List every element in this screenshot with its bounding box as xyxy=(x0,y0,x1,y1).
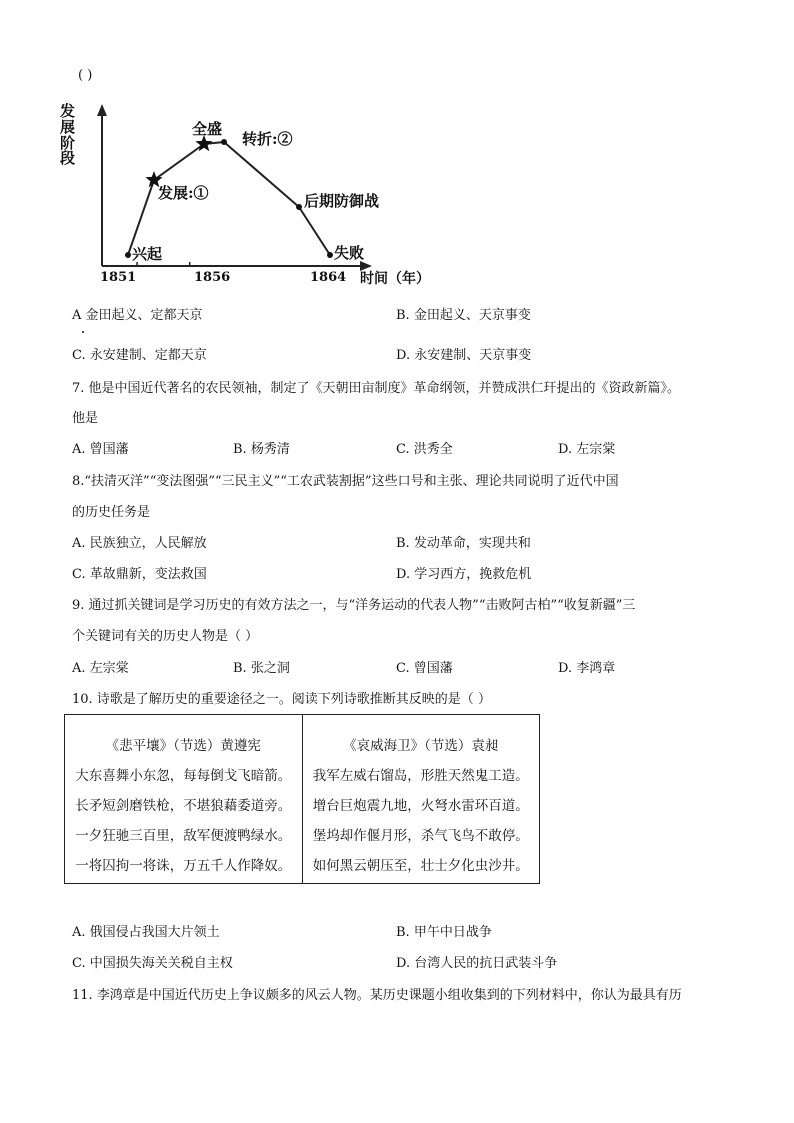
q10-option-c[interactable]: C. 中国损失海关关税自主权 xyxy=(72,956,233,971)
poem-right-line-4: 如何黑云朝压至，壮士夕化虫沙井。 xyxy=(312,858,529,874)
y-axis-arrow xyxy=(97,104,107,116)
y-axis-label xyxy=(60,104,78,167)
q9-stem-line2: 个关键词有关的历史人物是（ ） xyxy=(72,629,259,644)
q6-option-c[interactable]: C. 永安建制、定都天京 xyxy=(72,348,207,363)
point-failure xyxy=(327,252,333,258)
q11-stem-line1: 11. 李鸿章是中国近代历史上争议颇多的风云人物。某历史课题小组收集到的下列材料中，你认为最具有历 xyxy=(72,988,682,1003)
x-tick-label: 1864 xyxy=(310,270,347,285)
q9-option-d[interactable]: D. 李鸿章 xyxy=(558,661,616,676)
q7-stem-line2: 他是 xyxy=(72,411,99,426)
point-rise xyxy=(125,252,131,258)
q7-option-a[interactable]: A. 曾国藩 xyxy=(72,442,129,457)
x-axis-label: 时间（年） xyxy=(360,271,430,287)
point-late-defense xyxy=(296,204,302,210)
q8-option-d[interactable]: D. 学习西方，挽救危机 xyxy=(396,567,532,582)
q7-option-d[interactable]: D. 左宗棠 xyxy=(558,442,616,457)
label-peak: 全盛 xyxy=(192,120,223,138)
q9-option-a[interactable]: A. 左宗棠 xyxy=(72,661,129,676)
q10-option-a[interactable]: A. 俄国侵占我国大片领土 xyxy=(72,925,220,940)
x-tick-label: 1851 xyxy=(100,270,137,285)
q7-option-b[interactable]: B. 杨秀清 xyxy=(233,442,290,457)
q9-option-c[interactable]: C. 曾国藩 xyxy=(396,661,453,676)
x-tick-label: 1856 xyxy=(194,270,231,285)
poem-right-line-3: 堡坞却作偃月形，杀气飞鸟不敢停。 xyxy=(312,828,529,844)
q9-stem-line1: 9. 通过抓关键词是学习历史的有效方法之一，与“洋务运动的代表人物”“击败阿古柏”“收复新疆”三 xyxy=(72,598,636,613)
option-a-dot xyxy=(82,331,84,333)
q9-option-b[interactable]: B. 张之洞 xyxy=(233,661,290,676)
q8-stem-line1: 8.“扶清灭洋”“变法图强”“三民主义”“工农武装割据”这些口号和主张、理论共同说明了近代中国 xyxy=(72,474,619,489)
poem-table xyxy=(64,714,540,884)
poem-left-title: 《悲平壤》（节选）黄遵宪 xyxy=(105,738,261,754)
label-development: 发展:① xyxy=(158,184,209,202)
poem-left-line-2: 长矛短剑磨铁枪，不堪狼藉委道旁。 xyxy=(75,798,292,814)
poem-right xyxy=(302,715,540,883)
poem-right-line-1: 我军左威右馏岛，形胜天然鬼工造。 xyxy=(312,768,529,784)
poem-left-line-3: 一夕狂驰三百里，敌军便渡鸭绿水。 xyxy=(75,828,292,844)
label-turning: 转折:② xyxy=(242,130,293,148)
q6-option-d[interactable]: D. 永安建制、天京事变 xyxy=(396,348,532,363)
poem-right-title: 《哀威海卫》（节选）袁昶 xyxy=(343,738,499,754)
q6-option-a[interactable]: A 金田起义、定都天京 xyxy=(72,308,203,323)
poem-right-line-2: 增台巨炮震九地，火弩水雷环百道。 xyxy=(312,798,529,814)
q8-option-c[interactable]: C. 革故鼎新，变法救国 xyxy=(72,567,207,582)
q10-stem: 10. 诗歌是了解历史的重要途径之一。阅读下列诗歌推断其反映的是（ ） xyxy=(72,692,491,707)
development-stage-chart xyxy=(60,100,430,300)
y-axis-label-text: 发 展 阶 段 xyxy=(60,102,76,168)
q10-option-d[interactable]: D. 台湾人民的抗日武装斗争 xyxy=(396,956,558,971)
q7-option-c[interactable]: C. 洪秀全 xyxy=(396,442,453,457)
q10-option-b[interactable]: B. 甲午中日战争 xyxy=(396,925,492,940)
poem-left xyxy=(65,715,302,883)
q7-stem-line1: 7. 他是中国近代著名的农民领袖，制定了《天朝田亩制度》革命纲领，并赞成洪仁玕提出的《资政新篇》。 xyxy=(72,381,681,396)
label-rise: 兴起 xyxy=(132,245,163,263)
answer-bracket: ( ) xyxy=(78,68,93,83)
poem-left-line-4: 一将囚拘一将诛，万五千人作降奴。 xyxy=(75,858,292,874)
q6-option-b[interactable]: B. 金田起义、天京事变 xyxy=(396,308,531,323)
q8-stem-line2: 的历史任务是 xyxy=(72,505,151,520)
q8-option-a[interactable]: A. 民族独立，人民解放 xyxy=(72,536,207,551)
label-late-defense: 后期防御战 xyxy=(304,192,380,210)
label-failure: 失败 xyxy=(334,244,365,262)
point-turning xyxy=(221,139,227,145)
q8-option-b[interactable]: B. 发动革命，实现共和 xyxy=(396,536,531,551)
poem-left-line-1: 大东喜舞小东忽，每每倒戈飞暗箭。 xyxy=(75,768,292,784)
